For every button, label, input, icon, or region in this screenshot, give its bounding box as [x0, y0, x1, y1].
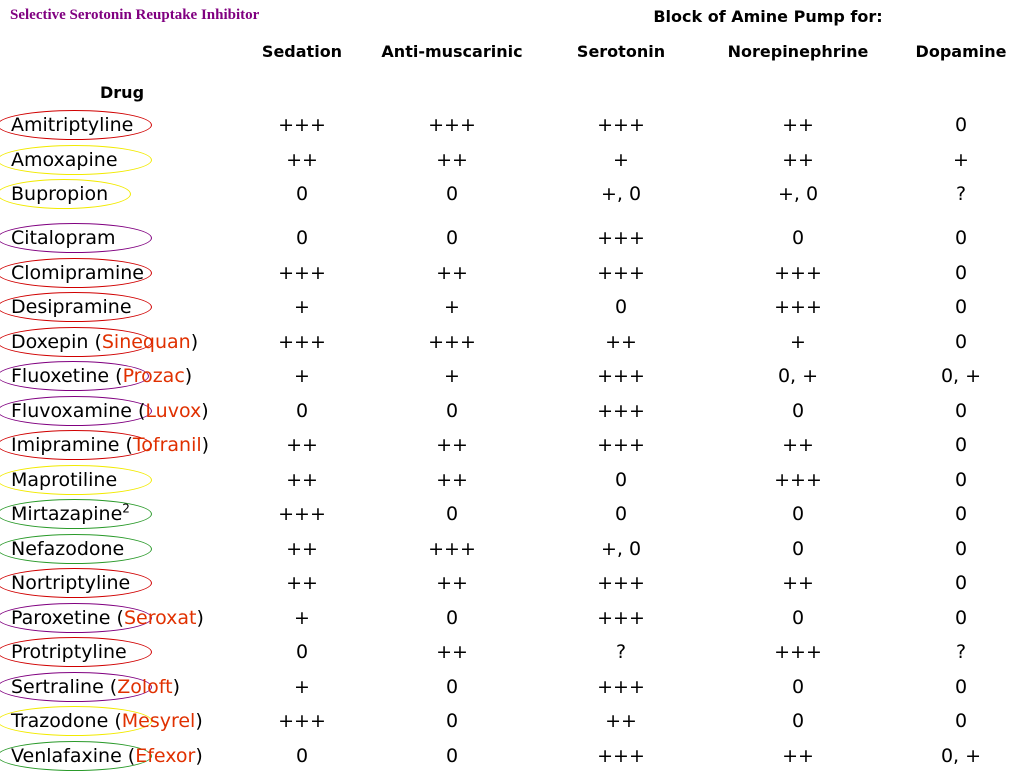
- cell-sedation: 0: [295, 227, 309, 249]
- generic-name: Desipramine: [11, 296, 132, 318]
- cell-norepinephrine: ++: [782, 149, 814, 171]
- table-row: [0, 672, 1024, 702]
- cell-norepinephrine: +++: [774, 469, 822, 491]
- cell-norepinephrine: +: [790, 331, 806, 353]
- table-row: [0, 110, 1024, 140]
- cell-anti-muscarinic: 0: [445, 227, 459, 249]
- block-header: Block of Amine Pump for:: [653, 7, 883, 26]
- cell-dopamine: 0, +: [940, 365, 982, 387]
- cell-anti-muscarinic: +++: [428, 538, 476, 560]
- cell-sedation: ++: [286, 572, 318, 594]
- cell-norepinephrine: 0: [791, 227, 805, 249]
- cell-anti-muscarinic: +: [444, 365, 460, 387]
- col-header-sedation: Sedation: [261, 42, 343, 61]
- generic-name: Paroxetine: [11, 607, 111, 629]
- generic-name: Amitriptyline: [11, 114, 134, 136]
- cell-anti-muscarinic: ++: [436, 469, 468, 491]
- cell-dopamine: 0: [954, 227, 968, 249]
- cell-sedation: ++: [286, 538, 318, 560]
- cell-sedation: 0: [295, 641, 309, 663]
- table-row: [0, 327, 1024, 357]
- cell-dopamine: 0, +: [940, 745, 982, 767]
- cell-dopamine: 0: [954, 331, 968, 353]
- drug-name-trazodone: Trazodone (Mesyrel): [11, 710, 203, 732]
- drug-name-imipramine: Imipramine (Tofranil): [11, 434, 210, 456]
- drug-column-header: Drug: [100, 83, 145, 102]
- generic-name: Doxepin: [11, 331, 89, 353]
- cell-serotonin: 0: [614, 296, 628, 318]
- cell-anti-muscarinic: 0: [445, 183, 459, 205]
- cell-norepinephrine: 0, +: [777, 365, 819, 387]
- cell-sedation: +++: [278, 503, 326, 525]
- col-header-anti-muscarinic: Anti-muscarinic: [381, 42, 523, 61]
- cell-norepinephrine: 0: [791, 503, 805, 525]
- cell-sedation: +: [294, 365, 310, 387]
- cell-norepinephrine: ++: [782, 434, 814, 456]
- generic-name: Maprotiline: [11, 469, 118, 491]
- drug-name-sertraline: Sertraline (Zoloft): [11, 676, 180, 698]
- cell-norepinephrine: +, 0: [777, 183, 819, 205]
- generic-name: Amoxapine: [11, 149, 118, 171]
- cell-anti-muscarinic: 0: [445, 607, 459, 629]
- cell-anti-muscarinic: ++: [436, 572, 468, 594]
- drug-name-amitriptyline: [11, 110, 133, 140]
- drug-name-paroxetine: Paroxetine (Seroxat): [11, 607, 204, 629]
- cell-sedation: ++: [286, 469, 318, 491]
- cell-dopamine: 0: [954, 400, 968, 422]
- table-row: [0, 706, 1024, 736]
- table-row: [0, 179, 1024, 209]
- drug-name-mirtazapine: [11, 499, 130, 529]
- cell-serotonin: +++: [597, 365, 645, 387]
- cell-anti-muscarinic: 0: [445, 676, 459, 698]
- cell-dopamine: 0: [954, 114, 968, 136]
- cell-anti-muscarinic: +++: [428, 331, 476, 353]
- cell-anti-muscarinic: 0: [445, 503, 459, 525]
- cell-dopamine: 0: [954, 607, 968, 629]
- cell-serotonin: +++: [597, 745, 645, 767]
- brand-name: Luvox: [145, 400, 202, 422]
- cell-serotonin: ?: [615, 641, 627, 663]
- cell-sedation: +: [294, 296, 310, 318]
- generic-name: Imipramine: [11, 434, 120, 456]
- cell-dopamine: ?: [955, 183, 967, 205]
- brand-name: Prozac: [122, 365, 185, 387]
- cell-serotonin: +++: [597, 676, 645, 698]
- cell-anti-muscarinic: ++: [436, 434, 468, 456]
- cell-sedation: +++: [278, 710, 326, 732]
- cell-anti-muscarinic: +++: [428, 114, 476, 136]
- table-row: [0, 145, 1024, 175]
- cell-serotonin: +: [613, 149, 629, 171]
- cell-serotonin: +++: [597, 114, 645, 136]
- cell-sedation: 0: [295, 183, 309, 205]
- drug-name-protriptyline: [11, 637, 127, 667]
- table-row: [0, 637, 1024, 667]
- cell-dopamine: 0: [954, 503, 968, 525]
- cell-serotonin: +, 0: [600, 538, 642, 560]
- cell-dopamine: +: [953, 149, 969, 171]
- table-row: [0, 499, 1024, 529]
- cell-anti-muscarinic: ++: [436, 149, 468, 171]
- drug-name-citalopram: [11, 223, 116, 253]
- cell-sedation: 0: [295, 400, 309, 422]
- cell-sedation: +: [294, 676, 310, 698]
- cell-serotonin: +++: [597, 262, 645, 284]
- generic-name: Trazodone: [11, 710, 109, 732]
- drug-name-clomipramine: [11, 258, 144, 288]
- cell-dopamine: 0: [954, 434, 968, 456]
- table-row: [0, 258, 1024, 288]
- cell-dopamine: 0: [954, 538, 968, 560]
- table-row: [0, 361, 1024, 391]
- generic-name: Venlafaxine: [11, 745, 122, 767]
- legend-title: Selective Serotonin Reuptake Inhibitor: [10, 7, 260, 23]
- cell-norepinephrine: 0: [791, 538, 805, 560]
- cell-norepinephrine: +++: [774, 296, 822, 318]
- table-row: [0, 568, 1024, 598]
- cell-serotonin: 0: [614, 469, 628, 491]
- cell-norepinephrine: ++: [782, 114, 814, 136]
- col-header-norepinephrine: Norepinephrine: [727, 42, 869, 61]
- generic-name: Nortriptyline: [11, 572, 131, 594]
- drug-name-maprotiline: [11, 465, 117, 495]
- generic-name: Protriptyline: [11, 641, 127, 663]
- generic-name: Bupropion: [11, 183, 109, 205]
- brand-name: Efexor: [135, 745, 196, 767]
- generic-name: Citalopram: [11, 227, 116, 249]
- drug-name-desipramine: [11, 292, 132, 322]
- cell-norepinephrine: ++: [782, 745, 814, 767]
- drug-name-nefazodone: [11, 534, 124, 564]
- col-header-dopamine: Dopamine: [915, 42, 1007, 61]
- cell-anti-muscarinic: ++: [436, 262, 468, 284]
- cell-sedation: +++: [278, 262, 326, 284]
- brand-name: Tofranil: [132, 434, 202, 456]
- cell-sedation: ++: [286, 149, 318, 171]
- cell-dopamine: 0: [954, 710, 968, 732]
- generic-name: Fluvoxamine: [11, 400, 132, 422]
- cell-serotonin: +++: [597, 607, 645, 629]
- cell-norepinephrine: 0: [791, 607, 805, 629]
- table-row: [0, 534, 1024, 564]
- cell-dopamine: 0: [954, 676, 968, 698]
- footnote-superscript: 2: [122, 501, 130, 516]
- drug-name-nortriptyline: [11, 568, 130, 598]
- cell-norepinephrine: 0: [791, 710, 805, 732]
- cell-serotonin: +++: [597, 227, 645, 249]
- generic-name: Sertraline: [11, 676, 104, 698]
- cell-dopamine: 0: [954, 262, 968, 284]
- col-header-serotonin: Serotonin: [576, 42, 666, 61]
- drug-name-doxepin: Doxepin (Sinequan): [11, 331, 199, 353]
- brand-name: Sinequan: [101, 331, 191, 353]
- drug-name-fluvoxamine: Fluvoxamine (Luvox): [11, 400, 209, 422]
- cell-dopamine: 0: [954, 572, 968, 594]
- cell-norepinephrine: 0: [791, 676, 805, 698]
- cell-sedation: 0: [295, 745, 309, 767]
- table-row: [0, 223, 1024, 253]
- drug-name-bupropion: [11, 179, 108, 209]
- table-row: [0, 396, 1024, 426]
- cell-dopamine: ?: [955, 641, 967, 663]
- cell-anti-muscarinic: 0: [445, 400, 459, 422]
- table-row: [0, 465, 1024, 495]
- drug-name-amoxapine: [11, 145, 118, 175]
- brand-name: Zoloft: [117, 676, 173, 698]
- table-row: [0, 603, 1024, 633]
- brand-name: Seroxat: [123, 607, 197, 629]
- cell-sedation: +++: [278, 331, 326, 353]
- table-row: [0, 430, 1024, 460]
- cell-serotonin: ++: [605, 710, 637, 732]
- cell-anti-muscarinic: 0: [445, 745, 459, 767]
- table-row: [0, 741, 1024, 771]
- generic-name: Nefazodone: [11, 538, 125, 560]
- cell-norepinephrine: ++: [782, 572, 814, 594]
- cell-anti-muscarinic: 0: [445, 710, 459, 732]
- drug-name-venlafaxine: Venlafaxine (Efexor): [11, 745, 203, 767]
- cell-dopamine: 0: [954, 296, 968, 318]
- cell-sedation: +: [294, 607, 310, 629]
- cell-anti-muscarinic: +: [444, 296, 460, 318]
- drug-name-fluoxetine: Fluoxetine (Prozac): [11, 365, 193, 387]
- cell-sedation: +++: [278, 114, 326, 136]
- generic-name: Clomipramine: [11, 262, 144, 284]
- cell-sedation: ++: [286, 434, 318, 456]
- generic-name: Fluoxetine: [11, 365, 110, 387]
- cell-norepinephrine: +++: [774, 262, 822, 284]
- brand-name: Mesyrel: [121, 710, 196, 732]
- cell-serotonin: +++: [597, 572, 645, 594]
- table-row: [0, 292, 1024, 322]
- cell-norepinephrine: 0: [791, 400, 805, 422]
- generic-name: Mirtazapine: [11, 503, 123, 525]
- cell-serotonin: 0: [614, 503, 628, 525]
- cell-norepinephrine: +++: [774, 641, 822, 663]
- cell-serotonin: +++: [597, 434, 645, 456]
- cell-dopamine: 0: [954, 469, 968, 491]
- cell-serotonin: +, 0: [600, 183, 642, 205]
- cell-anti-muscarinic: ++: [436, 641, 468, 663]
- cell-serotonin: +++: [597, 400, 645, 422]
- cell-serotonin: ++: [605, 331, 637, 353]
